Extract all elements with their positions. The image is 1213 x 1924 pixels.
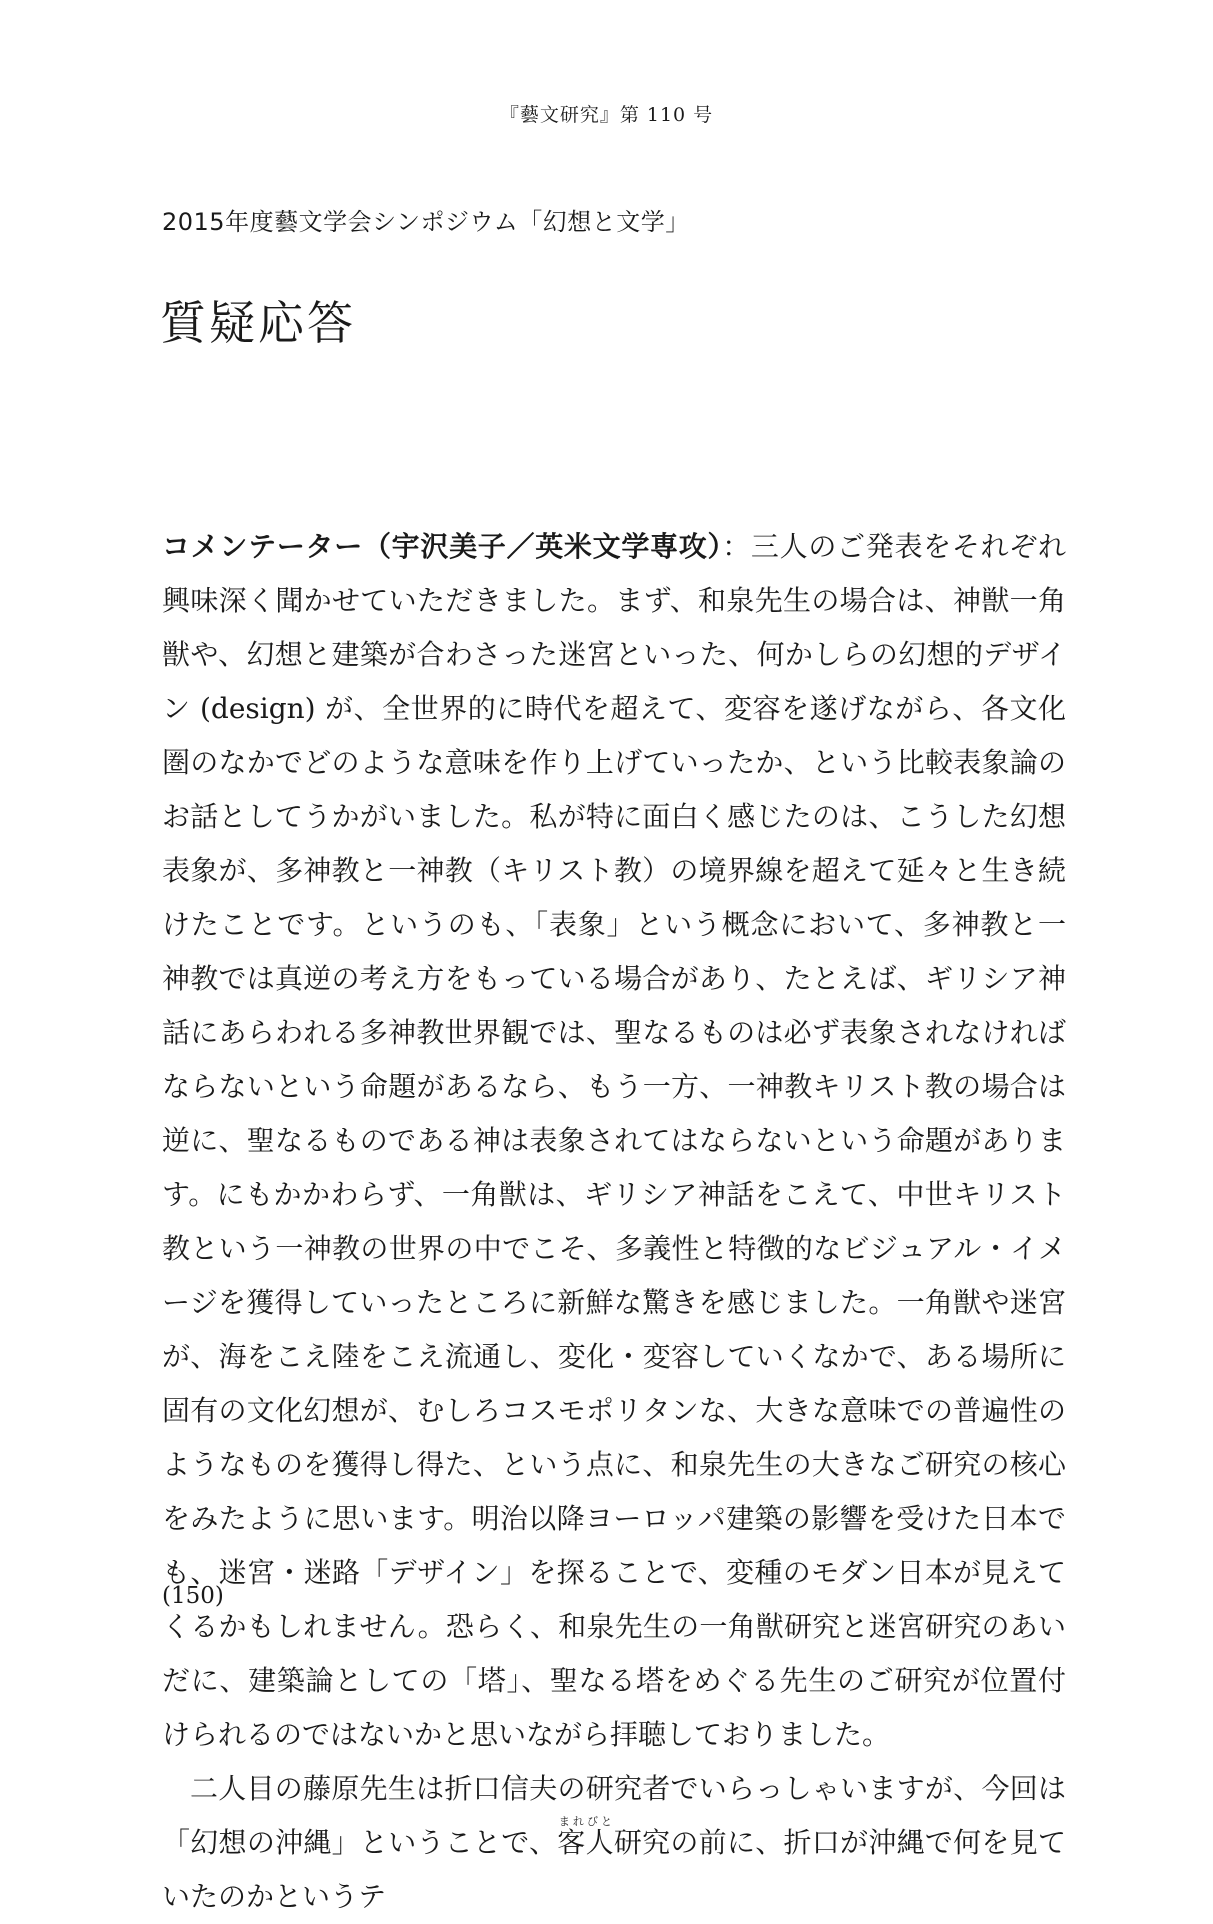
ruby-base: 客人: [557, 1826, 614, 1859]
ruby-marebito: [557, 1815, 614, 1859]
speaker-label: コメンテーター（宇沢美子／英米文学専攻）: [162, 530, 723, 563]
body-text: [162, 520, 1066, 1924]
ruby-reading: まれびと: [557, 1815, 614, 1828]
page-number: (150): [162, 1583, 224, 1609]
paragraph-1-text: ：三人のご発表をそれぞれ興味深く聞かせていただきました。まず、和泉先生の場合は、神獣一角獣や、幻想と建築が合わさった迷宮といった、何かしらの幻想的デザイン (design) が、全世界的に時代を超えて、変容を遂げながら、各文化圏のなかでどのような意味を作り上げていったか、という比較表象論のお話としてうかがいました。私が特に面白く感じたのは、こうした幻想表象が、多神教と一神教（キリスト教）の境界線を超えて延々と生き続けたことです。というのも、「表象」という概念において、多神教と一神教では真逆の考え方をもっている場合があり、たとえば、ギリシア神話にあらわれる多神教世界観では、聖なるものは必ず表象されなければならないという命題があるなら、もう一方、一神教キリスト教の場合は逆に、聖なるものである神は表象されてはならないという命題があります。にもかかわらず、一角獣は、ギリシア神話をこえて、中世キリスト教という一神教の世界の中でこそ、多義性と特徴的なビジュアル・イメージを獲得していったところに新鮮な驚きを感じました。一角獣や迷宮が、海をこえ陸をこえ流通し、変化・変容していくなかで、ある場所に固有の文化幻想が、むしろコスモポリタンな、大きな意味での普遍性のようなものを獲得し得た、という点に、和泉先生の大きなご研究の核心をみたように思います。明治以降ヨーロッパ建築の影響を受けた日本でも、迷宮・迷路「デザイン」を探ることで、変種のモダン日本が見えてくるかもしれません。恐らく、和泉先生の一角獣研究と迷宮研究のあいだに、建築論としての「塔」、聖なる塔をめぐる先生のご研究が位置付けられるのではないかと思いながら拝聴しておりました。: [162, 530, 1066, 1751]
paragraph-1: [162, 520, 1066, 1762]
page-title: 質疑応答: [160, 296, 356, 350]
paragraph-2-text-before: 二人目の藤原先生は折口信夫の研究者でいらっしゃいますが、今回は「幻想の沖縄」ということで、: [162, 1772, 1066, 1859]
paragraph-2-text-after: 研究の前に、折口が沖縄で何を見ていたのかというテ: [162, 1826, 1066, 1913]
paragraph-2: [162, 1762, 1066, 1924]
running-header: 『藝文研究』第 110 号: [499, 104, 714, 126]
symposium-title: 2015年度藝文学会シンポジウム「幻想と文学」: [162, 208, 690, 236]
